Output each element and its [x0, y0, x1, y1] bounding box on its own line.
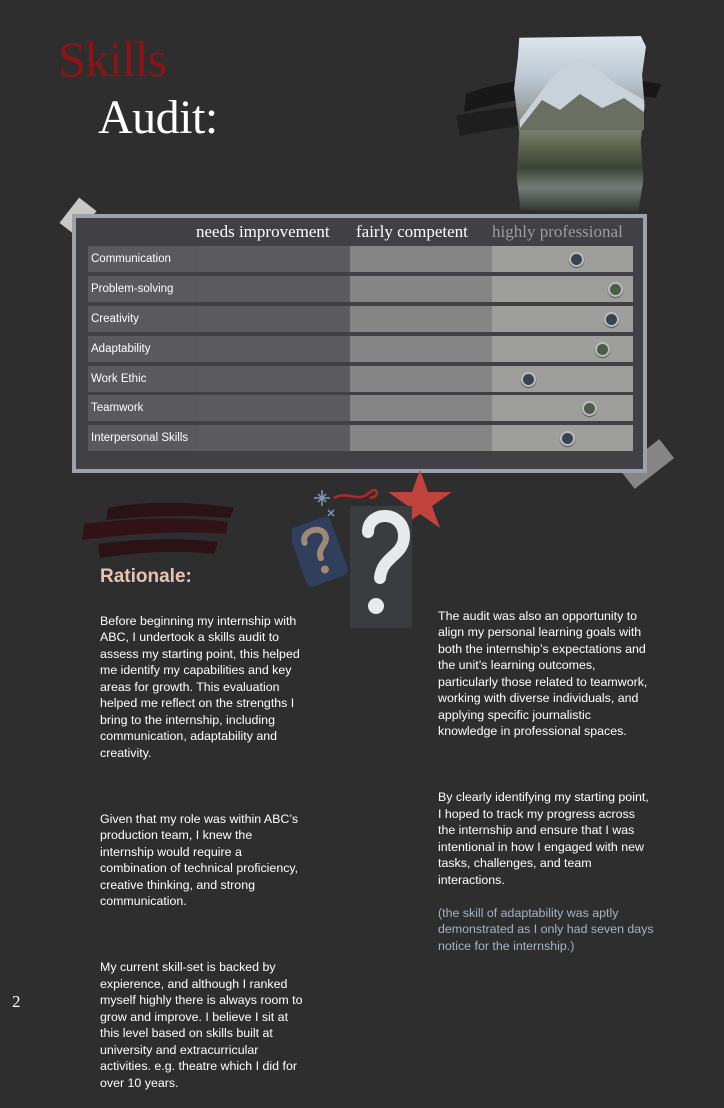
adaptability-note: (the skill of adaptability was aptly demonstrated as I only had seven days notice for the internship.): [438, 905, 654, 953]
skill-label: Communication: [88, 246, 198, 272]
question-mark-icon: [292, 470, 462, 630]
level-label-highly-professional: highly professional: [492, 222, 623, 241]
skill-row: [88, 336, 633, 362]
paragraph: My current skill-set is backed by expierence, and although I ranked myself highly there is always room to grow and improve. I believe I sit at this level based on skills built at university and extracurricular activities. e.g. theatre which I did for over 10 years.: [100, 960, 303, 1090]
page-number: 2: [12, 992, 21, 1011]
skill-row: [88, 246, 633, 272]
rationale-heading: Rationale:: [100, 566, 192, 587]
mountain-icon: [520, 50, 644, 130]
paragraph: By clearly identifying my starting point, I hoped to track my progress across the internship and ensure that I was intentional in how I engaged with new tasks, challenges, and team interactions.: [438, 790, 649, 887]
rationale-left-column: [100, 596, 315, 1108]
title-skills: Skills: [58, 31, 166, 87]
skill-rating-marker: [521, 372, 536, 387]
brush-stroke-decoration: [78, 498, 238, 564]
title-audit: Audit:: [98, 91, 218, 144]
skill-rating-marker: [560, 431, 575, 446]
skill-label: Teamwork: [88, 395, 198, 421]
skill-label: Interpersonal Skills: [88, 425, 198, 451]
skill-rating-marker: [608, 282, 623, 297]
skill-row: [88, 276, 633, 302]
skill-label: Adaptability: [88, 336, 198, 362]
skill-row: [88, 366, 633, 392]
rationale-right-column: [438, 591, 674, 971]
paragraph: The audit was also an opportunity to align my personal learning goals with both the internship’s expectations and the unit’s learning outcomes, particularly those related to teamwork, working with diverse individuals, and applying specific journalistic knowledge in professional spaces.: [438, 608, 648, 738]
paragraph: Before beginning my internship with ABC, I undertook a skills audit to assess my starting point, this helped me identify my capabilities and key areas for growth. This evaluation helped me reflect on the strengths I bring to the internship, including communication, adaptability and creativity.: [100, 613, 300, 760]
skill-label: Work Ethic: [88, 366, 198, 392]
level-label-fairly-competent: fairly competent: [356, 222, 468, 241]
skill-rating-marker: [604, 312, 619, 327]
skill-row: [88, 425, 633, 451]
skill-rating-marker: [595, 342, 610, 357]
skill-rating-marker: [582, 401, 597, 416]
skill-row: [88, 306, 633, 332]
level-label-needs-improvement: needs improvement: [196, 222, 330, 241]
skill-label: Problem-solving: [88, 276, 198, 302]
skill-row: [88, 395, 633, 421]
paragraph: Given that my role was within ABC’s production team, I knew the internship would require a combination of technical proficiency, creative thinking, and strong communication.: [100, 811, 299, 908]
skill-label: Creativity: [88, 306, 198, 332]
skill-rating-marker: [569, 252, 584, 267]
